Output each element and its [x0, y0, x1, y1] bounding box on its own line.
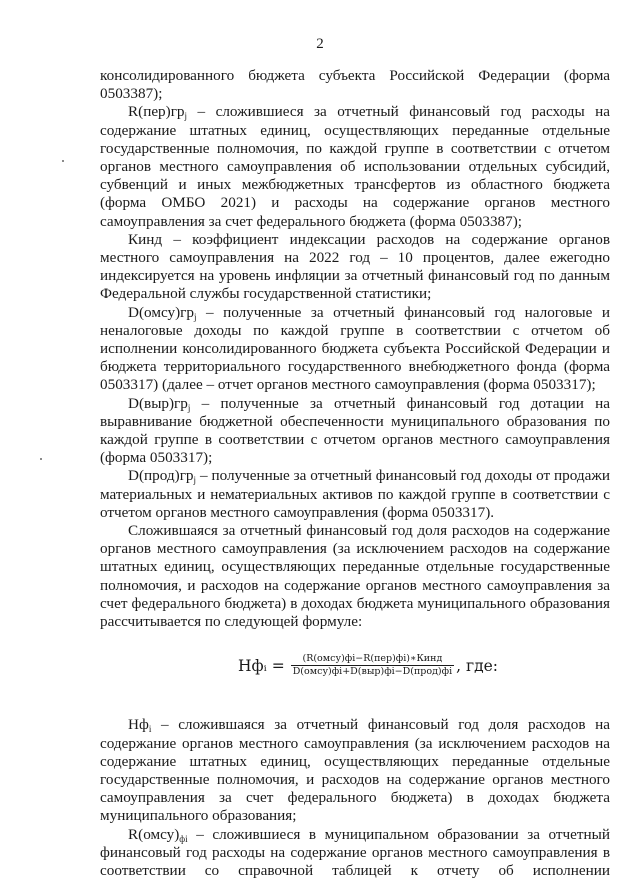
formula-suffix: , где: — [456, 656, 499, 675]
paragraph-2-text: – сложившиеся за отчетный финансовый год расходы на содержание штатных единиц, осуществляющих переданные отдельные государственные полномочия, по каждой группе в соответствии с отчетом органов местного самоуправления об использовании отдельных субсидий, субвенций и иных межбюджетных трансфертов из областного бюджета (форма ОМБО 2021) и расходы на содержание органов местного самоуправления за счет федерального бюджета (форма 0503387); — [100, 103, 610, 230]
term-r-per-subscript: j — [184, 111, 188, 122]
paragraph-9 — [100, 826, 610, 881]
paragraph-4 — [100, 304, 610, 395]
term-d-omsu: D(омсу)гр — [128, 303, 194, 321]
paragraph-5-text: – полученные за отчетный финансовый год дотации на выравнивание бюджетной обеспеченности муниципального образования по каждой группе в соответствии с отчетом органов местного самоуправления (форма 0503317); — [100, 394, 610, 467]
paragraph-3: Кинд – коэффициент индексации расходов на содержание органов местного самоуправления на 2022 год – 10 процентов, далее ежегодно индексируется на уровень инфляции за отчетный финансовый год по данным Федеральной службы государственной статистики; — [100, 230, 610, 303]
term-r-omsu: R(омсу) — [128, 825, 180, 843]
term-d-vyr: D(выр)гр — [128, 394, 188, 412]
term-nf-subscript: i — [148, 724, 152, 735]
formula — [100, 653, 610, 678]
paragraph-7: Сложившаяся за отчетный финансовый год доля расходов на содержание органов местного самоуправления (за исключением расходов на содержание штатных единиц, осуществляющих переданные отдельные государственные полномочия, и расходов на содержание органов местного самоуправления за счет федерального бюджета) в доходах бюджета муниципального образования рассчитывается по следующей формуле: — [100, 522, 610, 631]
paragraph-6-text: – полученные за отчетный финансовый год доходы от продажи материальных и нематериальных активов по каждой группе в соответствии с отчетом органов местного самоуправления (форма 0503317). — [100, 467, 610, 521]
paragraph-8 — [100, 716, 610, 825]
paragraph-8-text: – сложившаяся за отчетный финансовый год доля расходов на содержание органов местного самоуправления (за исключением расходов на содержание штатных единиц, осуществляющих переданные отдельные государственные полномочия, и расходов на содержание органов местного самоуправления за счет федерального бюджета) в доходах бюджета муниципального образования; — [100, 716, 610, 825]
paragraph-5 — [100, 395, 610, 468]
formula-fraction — [291, 653, 454, 678]
term-d-omsu-subscript: j — [193, 311, 197, 322]
term-nf: Нф — [128, 716, 149, 734]
paragraph-6 — [100, 467, 610, 522]
term-d-prod-subscript: j — [193, 475, 197, 486]
formula-lhs: Нфᵢ = — [238, 656, 285, 675]
formula-numerator: (R(омсу)фi−R(пер)фi)∗Кинд — [302, 653, 443, 665]
term-d-prod: D(прод)гр — [128, 467, 194, 485]
document-body — [100, 67, 610, 880]
formula-denominator: D(омсу)фi+D(выр)фi−D(прод)фi — [292, 666, 453, 678]
page-number: 2 — [316, 36, 324, 52]
paragraph-1: консолидированного бюджета субъекта Российской Федерации (форма 0503387); — [100, 67, 610, 103]
paragraph-9-text: – сложившиеся в муниципальном образовании за отчетный финансовый год расходы на содержание органов местного самоуправления в соответствии со справочной таблицей к отчету об исполнении — [100, 825, 610, 879]
term-r-per: R(пер)гр — [128, 103, 185, 121]
scan-speck — [40, 458, 42, 460]
scan-speck — [62, 160, 64, 162]
term-r-omsu-subscript: фi — [179, 833, 188, 844]
term-d-vyr-subscript: j — [187, 402, 191, 413]
paragraph-2 — [100, 103, 610, 230]
paragraph-4-text: – полученные за отчетный финансовый год налоговые и неналоговые доходы по каждой группе в соответствии с отчетом об исполнении консолидированного бюджета субъекта Российской Федерации и бюджета территориального государственного внебюджетного фонда (форма 0503317) (далее – отчет органов местного самоуправления (форма 0503317); — [100, 303, 610, 394]
